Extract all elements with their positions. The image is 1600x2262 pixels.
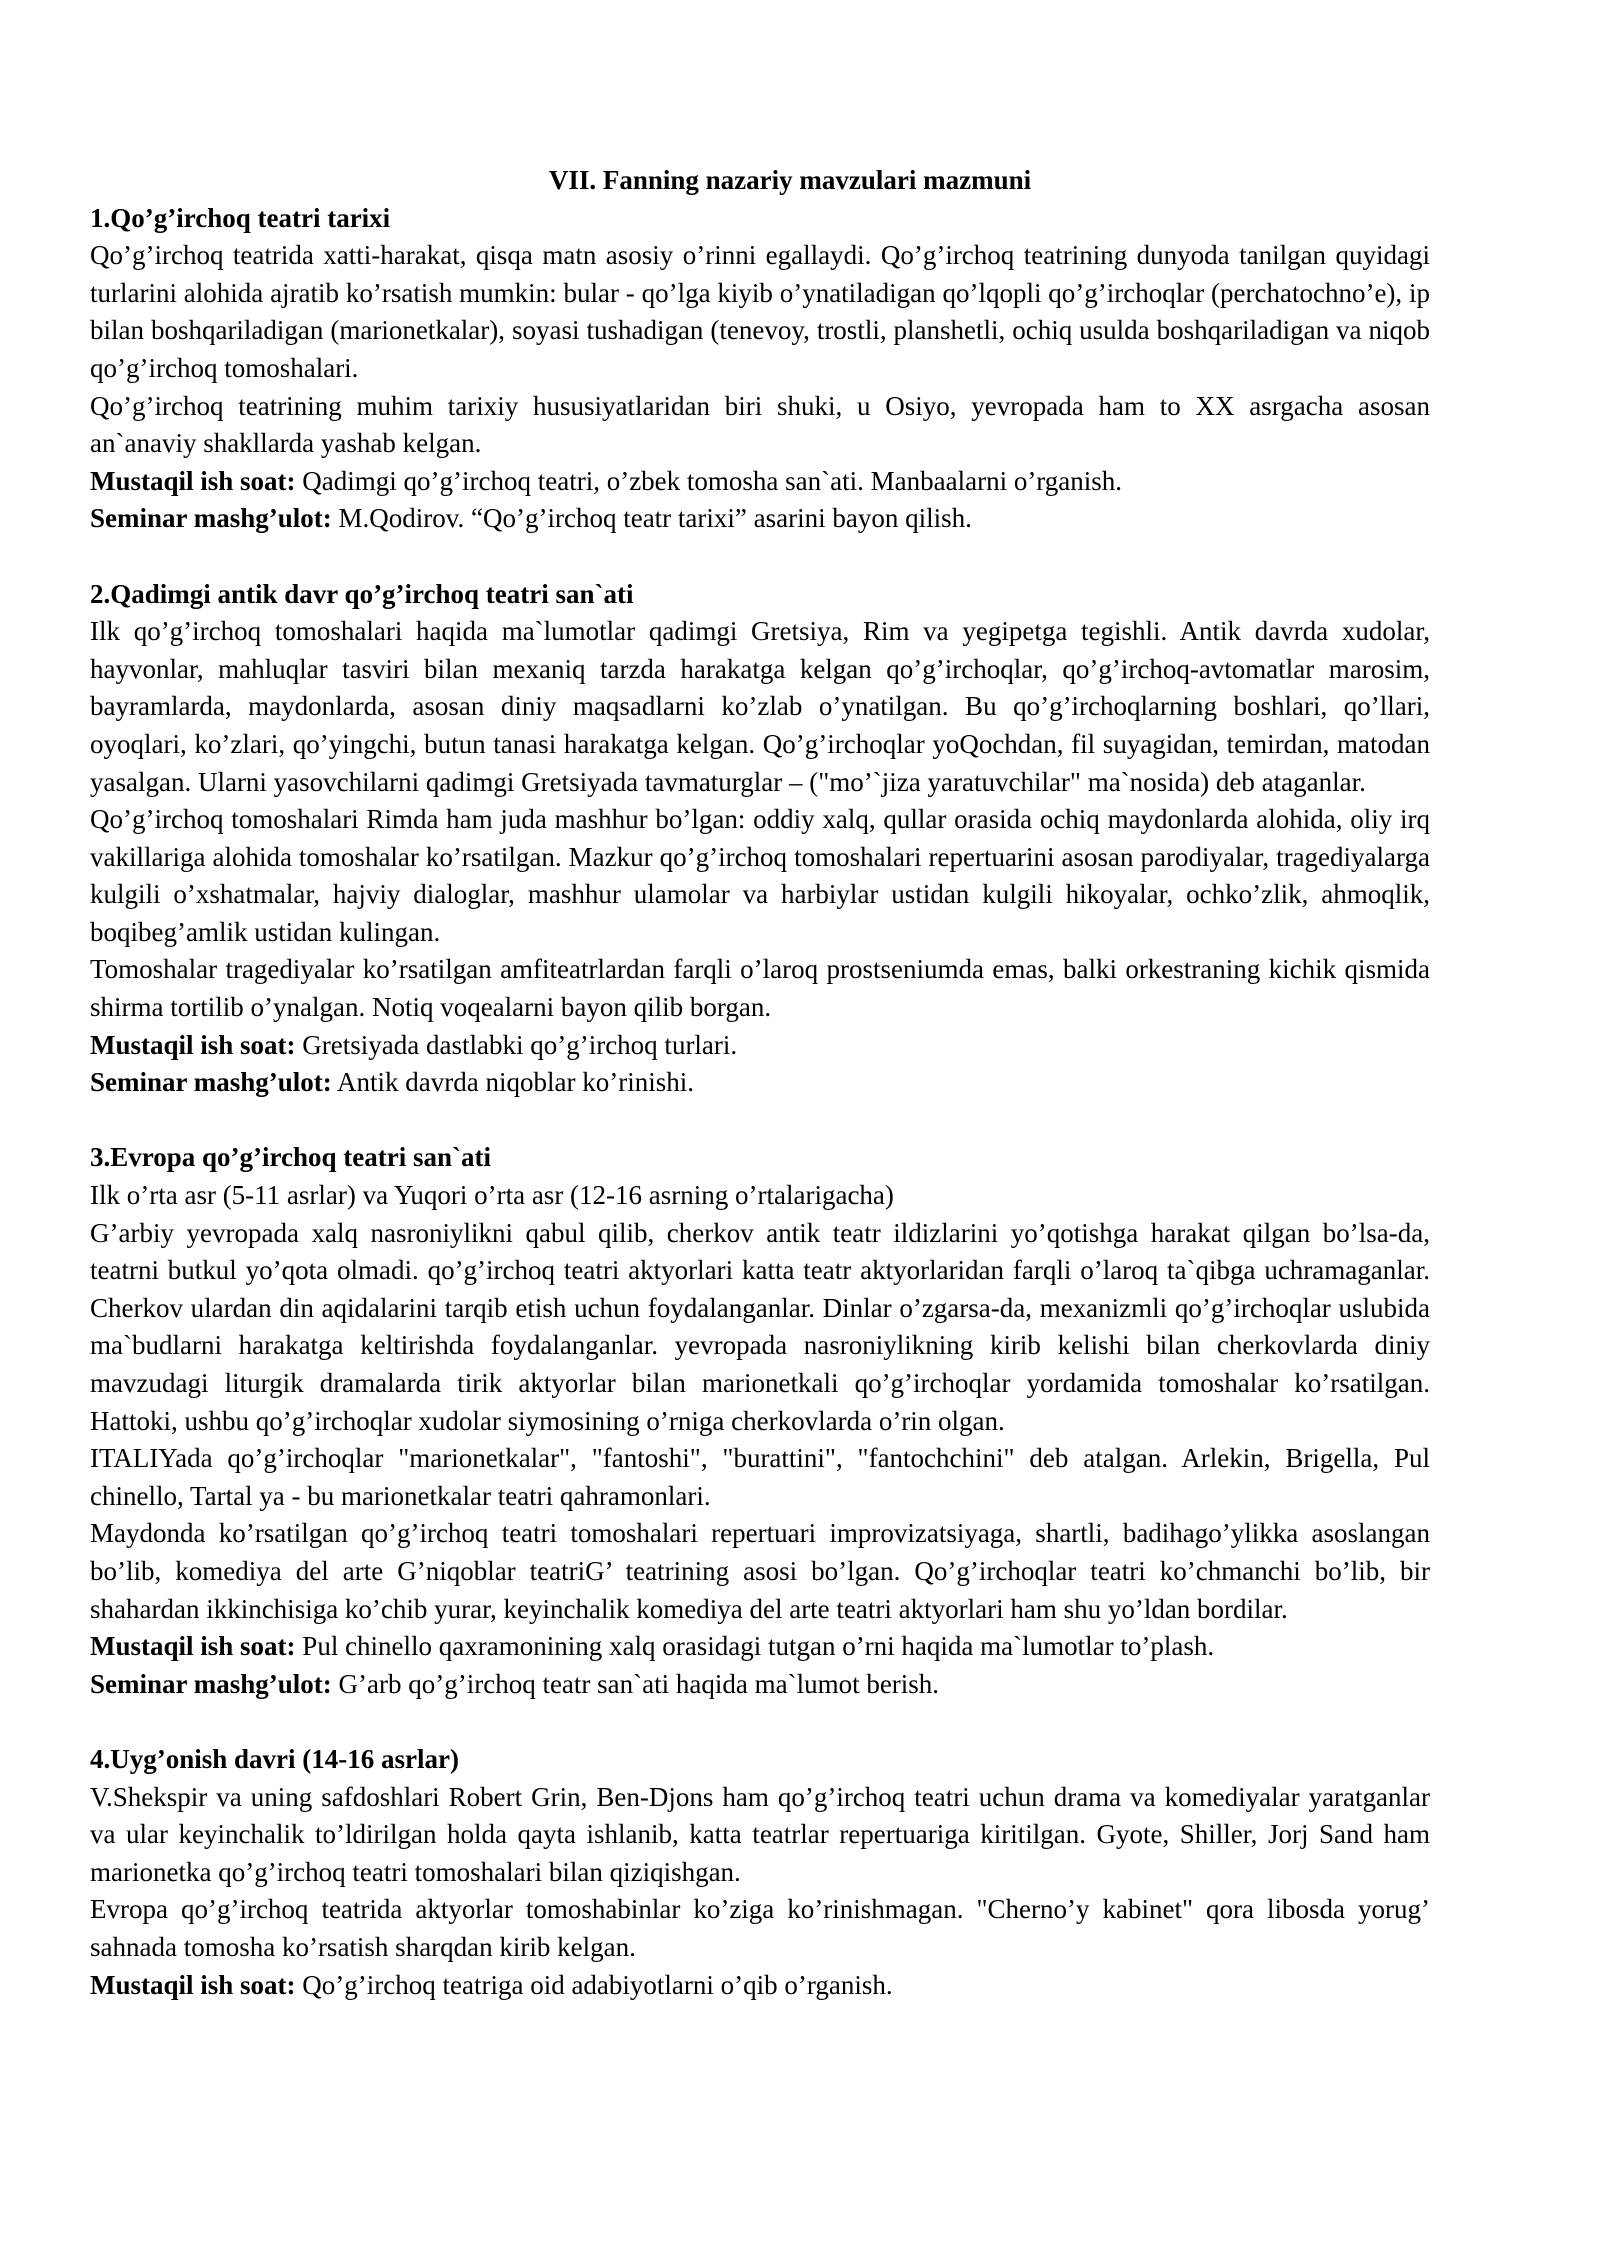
section-2 <box>90 576 1430 1102</box>
section-title: 2.Qadimgi antik davr qo’g’irchoq teatri san`ati <box>90 578 634 609</box>
seminar-text: G’arb qo’g’irchoq teatr san`ati haqida ma`lumot berish. <box>331 1668 940 1699</box>
seminar-line <box>90 1666 1430 1704</box>
section-3 <box>90 1139 1430 1703</box>
paragraph: Evropa qo’g’irchoq teatrida aktyorlar tomoshabinlar ko’ziga ko’rinishmagan. "Cherno’y kabinet" qora libosda yorug’ sahnada tomosha ko’rsatish sharqdan kirib kelgan. <box>90 1894 1430 1962</box>
paragraph: Maydonda ko’rsatilgan qo’g’irchoq teatri tomoshalari repertuari improvizatsiyaga, shartli, badihago’ylikka asoslangan bo’lib, komediya del arte G’niqoblar teatriG’ teatrining asosi bo’lgan. Qo’g’irchoqlar teatri ko’chmanchi bo’lib, bir shahardan ikkinchisiga ko’chib yurar, keyinchalik komediya del arte teatri aktyorlari ham shu yo’ldan bordilar. <box>90 1518 1430 1624</box>
mustaqil-ish-line <box>90 463 1430 501</box>
paragraph: Qo’g’irchoq teatrining muhim tarixiy hususiyatlaridan biri shuki, u Osiyo, yevropada ham to XX asrgacha asosan an`anaviy shakllarda yashab kelgan. <box>90 390 1430 459</box>
paragraph: Qo’g’irchoq tomoshalari Rimda ham juda mashhur bo’lgan: oddiy xalq, qullar orasida ochiq maydonlarda alohida, oliy irq vakillariga alohida tomoshalar ko’rsatilgan. Mazkur qo’g’irchoq tomoshalari repertuarini asosan parodiyalar, tragediyalarga kulgili o’xshatmalar, hajviy dialoglar, mashhur ulamolar va harbiylar ustidan kulgili hikoyalar, ochko’zlik, ahmoqlik, boqibeg’amlik ustidan kulingan. <box>90 804 1430 947</box>
mustaqil-label: Mustaqil ish soat: <box>90 465 296 496</box>
document-body <box>90 162 1430 2004</box>
mustaqil-ish-line <box>90 1628 1430 1666</box>
paragraph: V.Shekspir va uning safdoshlari Robert Grin, Ben-Djons ham qo’g’irchoq teatri uchun drama va komediyalar yaratganlar va ular keyinchalik to’ldirilgan holda qayta ishlanib, katta teatrlar repertuariga kiritilgan. Gyote, Shiller, Jorj Sand ham marionetka qo’g’irchoq teatri tomoshalari bilan qiziqishgan. <box>90 1781 1430 1887</box>
seminar-label: Seminar mashg’ulot: <box>90 1668 332 1699</box>
seminar-text: Antik davrda niqoblar ko’rinishi. <box>331 1067 694 1098</box>
mustaqil-ish-line <box>90 1027 1430 1065</box>
section-title: 1.Qo’g’irchoq teatri tarixi <box>90 202 391 233</box>
seminar-label: Seminar mashg’ulot: <box>90 1067 332 1098</box>
mustaqil-text: Qadimgi qo’g’irchoq teatri, o’zbek tomosha san`ati. Manbaalarni o’rganish. <box>295 465 1123 496</box>
paragraph: G’arbiy yevropada xalq nasroniylikni qabul qilib, cherkov antik teatr ildizlarini yo’qotishga harakat qilgan bo’lsa-da, teatrni butkul yo’qota olmadi. qo’g’irchoq teatri aktyorlari katta teatr aktyorlaridan farqli o’laroq ta`qibga uchramaganlar. Cherkov ulardan din aqidalarini tarqib etish uchun foydalanganlar. Dinlar o’zgarsa-da, mexanizmli qo’g’irchoqlar uslubida ma`budlarni harakatga keltirishda foydalanganlar. yevropada nasroniylikning kirib kelishi bilan cherkovlarda diniy mavzudagi liturgik dramalarda tirik aktyorlar bilan marionetkali qo’g’irchoqlar yordamida tomoshalar ko’rsatilgan. Hattoki, ushbu qo’g’irchoqlar xudolar siymosining o’rniga cherkovlarda o’rin olgan. <box>90 1217 1430 1436</box>
section-4 <box>90 1741 1430 2004</box>
page-title: VII. Fanning nazariy mavzulari mazmuni <box>548 165 1032 195</box>
section-subtitle: Ilk o’rta asr (5-11 asrlar) va Yuqori o’rta asr (12-16 asrning o’rtalarigacha) <box>90 1180 894 1211</box>
paragraph: ITALIYada qo’g’irchoqlar "marionetkalar", "fantoshi", "burattini", "fantochchini" deb atalgan. Arlekin, Brigella, Pul chinello, Tartal ya - bu marionetkalar teatri qahramonlari. <box>90 1443 1430 1511</box>
mustaqil-ish-line <box>90 1967 1430 2005</box>
paragraph: Qo’g’irchoq teatrida xatti-harakat, qisqa matn asosiy o’rinni egallaydi. Qo’g’irchoq teatrining dunyoda tanilgan quyidagi turlarini alohida ajratib ko’rsatish mumkin: bular - qo’lga kiyib o’ynatiladigan qo’lqopli qo’g’irchoqlar (perchatochno’e), ip bilan boshqariladigan (marionetkalar), soyasi tushadigan (tenevoy, trostli, planshetli, ochiq usulda boshqariladigan va niqob qo’g’irchoq tomoshalari. <box>90 240 1430 383</box>
seminar-line <box>90 1064 1430 1102</box>
section-1 <box>90 200 1430 538</box>
seminar-text: M.Qodirov. “Qo’g’irchoq teatr tarixi” asarini bayon qilish. <box>331 503 972 534</box>
mustaqil-label: Mustaqil ish soat: <box>90 1969 296 2000</box>
seminar-line <box>90 500 1430 538</box>
seminar-label: Seminar mashg’ulot: <box>90 503 332 534</box>
paragraph: Tomoshalar tragediyalar ko’rsatilgan amfiteatrlardan farqli o’laroq prostseniumda emas, balki orkestraning kichik qismida shirma tortilib o’ynalgan. Notiq voqealarni bayon qilib borgan. <box>90 954 1430 1023</box>
paragraph: Ilk qo’g’irchoq tomoshalari haqida ma`lumotlar qadimgi Gretsiya, Rim va yegipetga tegishli. Antik davrda xudolar, hayvonlar, mahluqlar tasviri bilan mexaniq tarzda harakatga kelgan qo’g’irchoqlar, qo’g’irchoq-avtomatlar marosim, bayramlarda, maydonlarda, asosan diniy maqsadlarni ko’zlab o’ynatilgan. Bu qo’g’irchoqlarning boshlari, qo’llari, oyoqlari, ko’zlari, qo’yingchi, butun tanasi harakatga kelgan. Qo’g’irchoqlar yoQochdan, fil suyagidan, temirdan, matodan yasalgan. Ularni yasovchilarni qadimgi Gretsiyada tavmaturglar – ("mo’`jiza yaratuvchilar" ma`nosida) deb ataganlar. <box>90 616 1430 797</box>
mustaqil-text: Qo’g’irchoq teatriga oid adabiyotlarni o’qib o’rganish. <box>295 1969 893 2000</box>
mustaqil-label: Mustaqil ish soat: <box>90 1029 296 1060</box>
section-title: 3.Evropa qo’g’irchoq teatri san`ati <box>90 1142 491 1173</box>
mustaqil-text: Pul chinello qaxramonining xalq orasidagi tutgan o’rni haqida ma`lumotlar to’plash. <box>295 1631 1215 1662</box>
mustaqil-label: Mustaqil ish soat: <box>90 1631 296 1662</box>
section-title: 4.Uyg’onish davri (14-16 asrlar) <box>90 1743 459 1774</box>
mustaqil-text: Gretsiyada dastlabki qo’g’irchoq turlari. <box>295 1029 738 1060</box>
